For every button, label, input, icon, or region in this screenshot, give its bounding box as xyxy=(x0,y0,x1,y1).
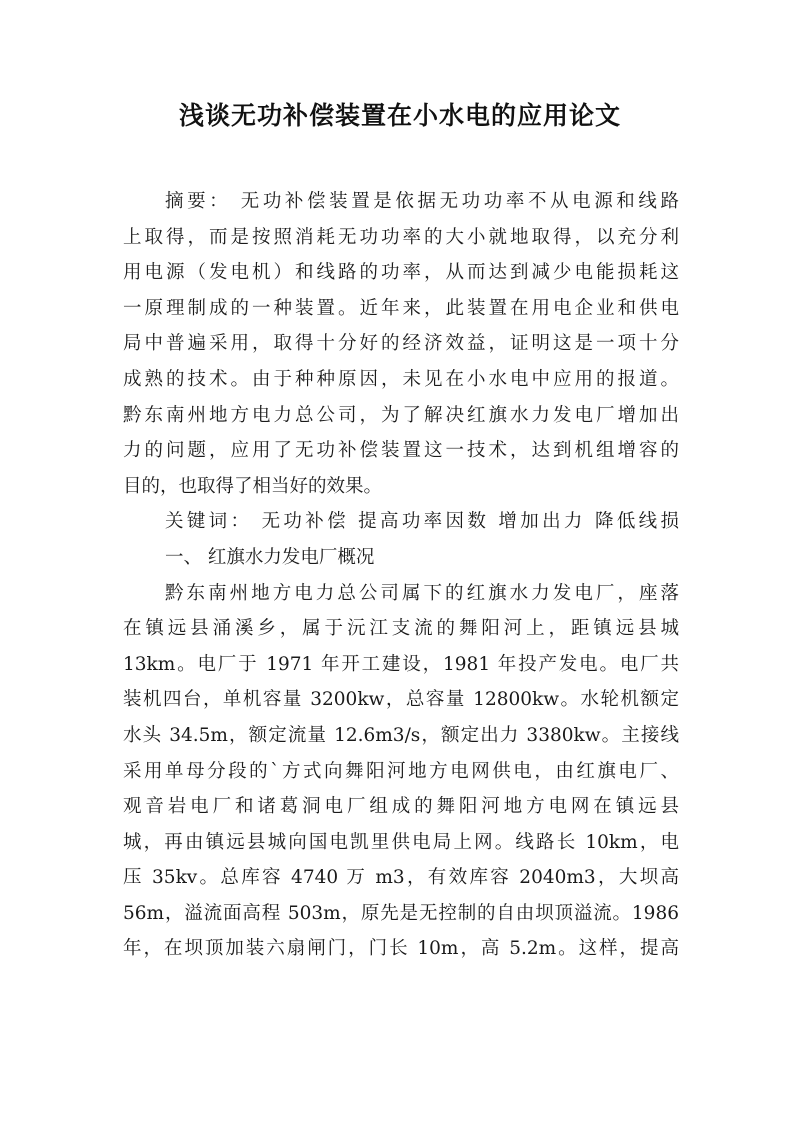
section-line: 装机四台，单机容量 3200kw，总容量 12800kw。水轮机额定 xyxy=(123,689,679,711)
abstract-line: 成熟的技术。由于种种原因，未见在小水电中应用的报道。 xyxy=(123,368,679,390)
section-line: 观音岩电厂和诸葛洞电厂组成的舞阳河地方电网在镇远县 xyxy=(123,796,679,818)
document-body xyxy=(123,184,679,967)
section-line: 黔东南州地方电力总公司属下的红旗水力发电厂，座落 xyxy=(165,582,679,604)
section-line: 采用单母分段的`方式向舞阳河地方电网供电，由红旗电厂、 xyxy=(123,760,679,782)
section-line: 压 35kv。总库容 4740 万 m3，有效库容 2040m3，大坝高 xyxy=(123,867,679,889)
abstract-line: 局中普遍采用，取得十分好的经济效益，证明这是一项十分 xyxy=(123,333,679,355)
abstract-line: 上取得，而是按照消耗无功功率的大小就地取得，以充分利 xyxy=(123,226,679,248)
document-title: 浅谈无功补偿装置在小水电的应用论文 xyxy=(178,101,621,130)
section-line: 年，在坝顶加装六扇闸门，门长 10m，高 5.2m。这样，提高 xyxy=(123,938,679,960)
section-line: 水头 34.5m，额定流量 12.6m3/s，额定出力 3380kw。主接线 xyxy=(123,724,679,746)
abstract-line: 黔东南州地方电力总公司，为了解决红旗水力发电厂增加出 xyxy=(123,404,679,426)
abstract-line: 目的，也取得了相当好的效果。 xyxy=(123,475,383,497)
section-heading: 一、 红旗水力发电厂概况 xyxy=(165,546,375,568)
section-line: 城，再由镇远县城向国电凯里供电局上网。线路长 10km，电 xyxy=(123,831,679,853)
section-line: 56m，溢流面高程 503m，原先是无控制的自由坝顶溢流。1986 xyxy=(123,902,679,924)
section-line: 在镇远县涌溪乡，属于沅江支流的舞阳河上，距镇远县城 xyxy=(123,618,679,640)
abstract-line: 一原理制成的一种装置。近年来，此装置在用电企业和供电 xyxy=(123,297,679,319)
abstract-line: 摘要： 无功补偿装置是依据无功功率不从电源和线路 xyxy=(165,191,679,212)
keywords-line: 关键词： 无功补偿 提高功率因数 增加出力 降低线损 xyxy=(165,511,679,533)
abstract-line: 力的问题，应用了无功补偿装置这一技术，达到机组增容的 xyxy=(123,440,679,462)
abstract-line: 用电源（发电机）和线路的功率，从而达到减少电能损耗这 xyxy=(123,262,679,284)
section-line: 13km。电厂于 1971 年开工建设，1981 年投产发电。电厂共 xyxy=(123,653,679,675)
